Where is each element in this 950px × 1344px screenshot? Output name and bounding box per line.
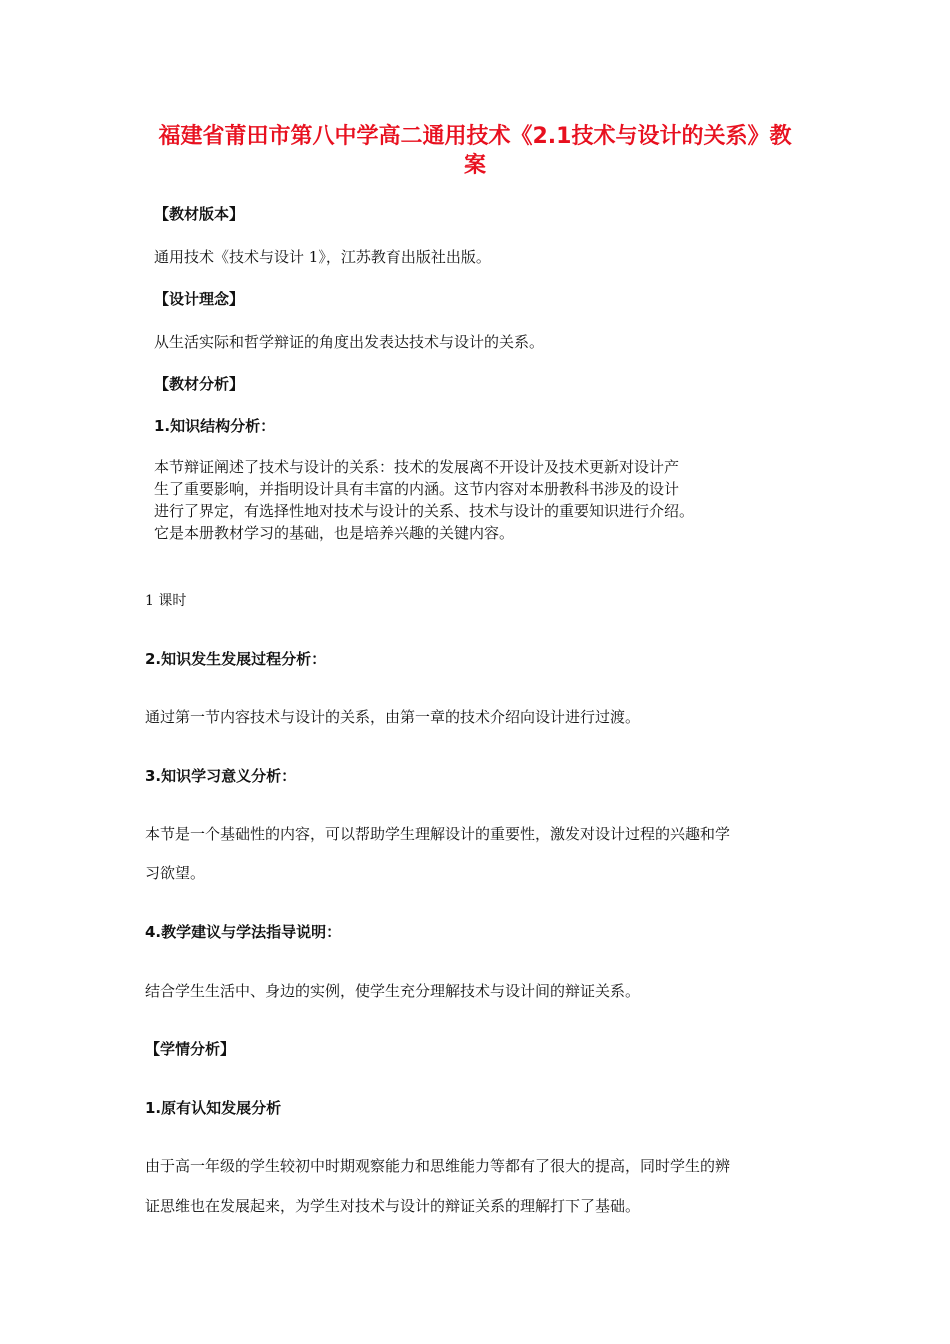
teaching-suggestion-heading: 4.教学建议与学法指导说明： xyxy=(145,923,342,941)
section-heading-design-concept: 【设计理念】 xyxy=(154,290,245,308)
knowledge-structure-line: 它是本册教材学习的基础，也是培养兴趣的关键内容。 xyxy=(154,524,515,542)
design-concept-text: 从生活实际和哲学辩证的角度出发表达技术与设计的关系。 xyxy=(154,333,545,351)
section-heading-textbook-version: 【教材版本】 xyxy=(154,205,245,223)
document-title-line-1: 福建省莆田市第八中学高二通用技术《2.1技术与设计的关系》教 xyxy=(158,124,792,149)
knowledge-structure-line: 生了重要影响，并指明设计具有丰富的内涵。这节内容对本册教科书涉及的设计 xyxy=(154,480,680,498)
prior-cognition-line-2: 证思维也在发展起来，为学生对技术与设计的辩证关系的理解打下了基础。 xyxy=(145,1197,641,1215)
prior-cognition-heading: 1.原有认知发展分析 xyxy=(145,1099,282,1117)
section-heading-learner-analysis: 【学情分析】 xyxy=(145,1040,236,1058)
class-hours-text: 1 课时 xyxy=(145,593,187,609)
document-title-line-2: 案 xyxy=(463,153,486,178)
knowledge-structure-heading: 1.知识结构分析： xyxy=(154,417,276,435)
knowledge-structure-paragraph xyxy=(154,456,694,544)
knowledge-process-heading: 2.知识发生发展过程分析： xyxy=(145,650,327,668)
knowledge-process-text: 通过第一节内容技术与设计的关系，由第一章的技术介绍向设计进行过渡。 xyxy=(145,708,641,726)
teaching-suggestion-text: 结合学生生活中、身边的实例，使学生充分理解技术与设计间的辩证关系。 xyxy=(145,982,641,1000)
knowledge-structure-line: 进行了界定，有选择性地对技术与设计的关系、技术与设计的重要知识进行介绍。 xyxy=(154,502,695,520)
section-heading-textbook-analysis: 【教材分析】 xyxy=(154,375,245,393)
knowledge-structure-line: 本节辩证阐述了技术与设计的关系：技术的发展离不开设计及技术更新对设计产 xyxy=(154,458,680,476)
prior-cognition-line-1: 由于高一年级的学生较初中时期观察能力和思维能力等都有了很大的提高，同时学生的辨 xyxy=(145,1157,731,1175)
textbook-version-text: 通用技术《技术与设计 1》，江苏教育出版社出版。 xyxy=(154,248,491,266)
learning-significance-heading: 3.知识学习意义分析： xyxy=(145,767,297,785)
learning-significance-line-2: 习欲望。 xyxy=(145,864,206,882)
learning-significance-line-1: 本节是一个基础性的内容，可以帮助学生理解设计的重要性，激发对设计过程的兴趣和学 xyxy=(145,825,731,843)
